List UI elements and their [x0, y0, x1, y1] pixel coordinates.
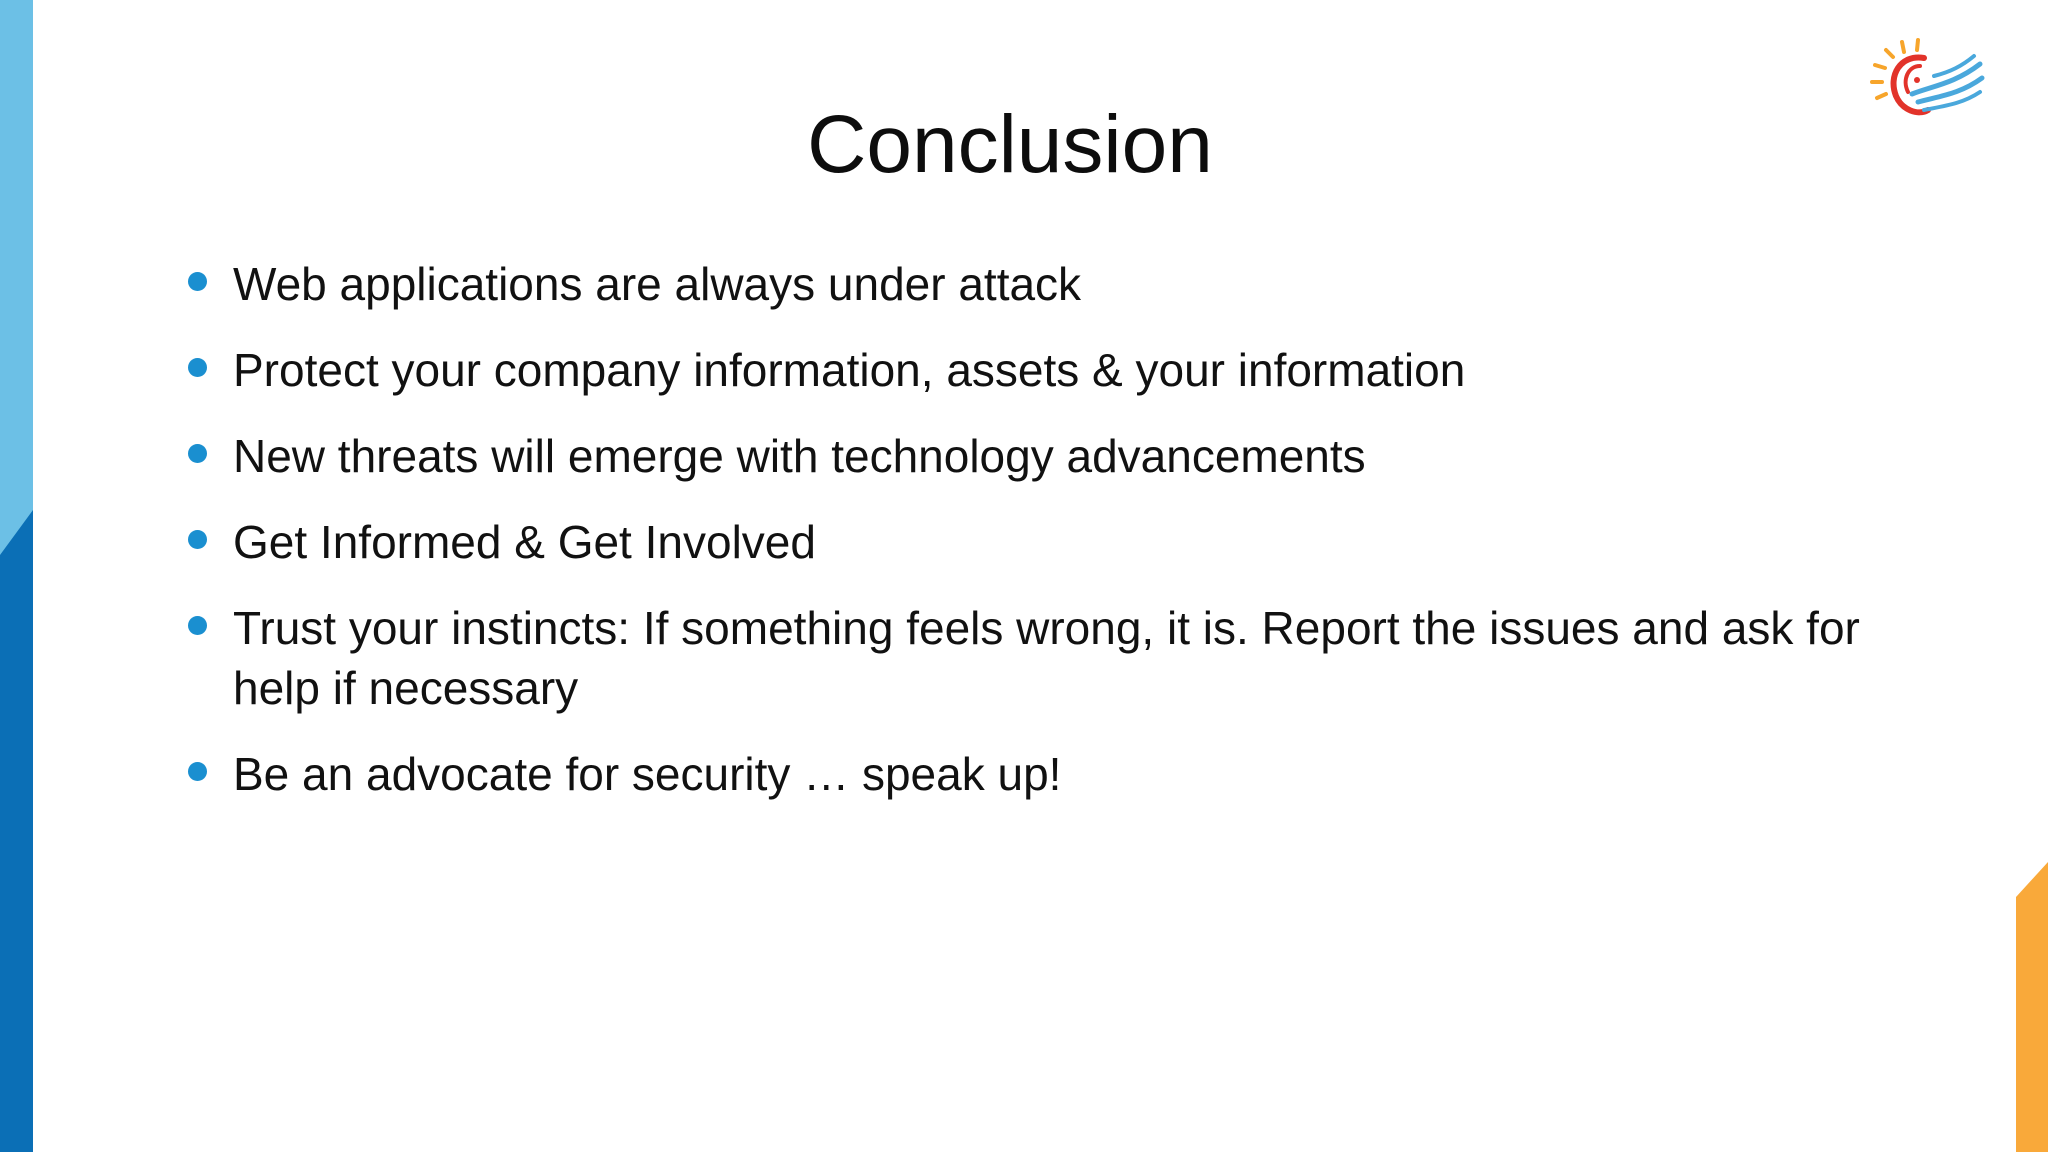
bullet-item: [186, 426, 1886, 486]
bullet-item: [186, 744, 1886, 804]
bullet-item: [186, 254, 1886, 314]
bullet-item: [186, 512, 1886, 572]
orange-corner-accent: [2016, 862, 2048, 1152]
bullet-text: Protect your company information, assets & your information: [233, 344, 1466, 396]
bullet-dot-icon: [188, 762, 207, 781]
slide-title: Conclusion: [807, 99, 1213, 190]
bullet-text: Trust your instincts: If something feels wrong, it is. Report the issues and ask for help if necessary: [233, 602, 1860, 714]
bullet-text: Web applications are always under attack: [233, 258, 1082, 310]
bullet-item: [186, 340, 1886, 400]
bullet-text: New threats will emerge with technology advancements: [233, 430, 1366, 482]
bullet-text: Be an advocate for security … speak up!: [233, 748, 1062, 800]
bullet-dot-icon: [188, 272, 207, 291]
bullet-list: [186, 254, 1886, 830]
bullet-dot-icon: [188, 616, 207, 635]
bullet-dot-icon: [188, 358, 207, 377]
bullet-text: Get Informed & Get Involved: [233, 516, 816, 568]
bullet-dot-icon: [188, 444, 207, 463]
bullet-item: [186, 598, 1886, 718]
bullet-dot-icon: [188, 530, 207, 549]
